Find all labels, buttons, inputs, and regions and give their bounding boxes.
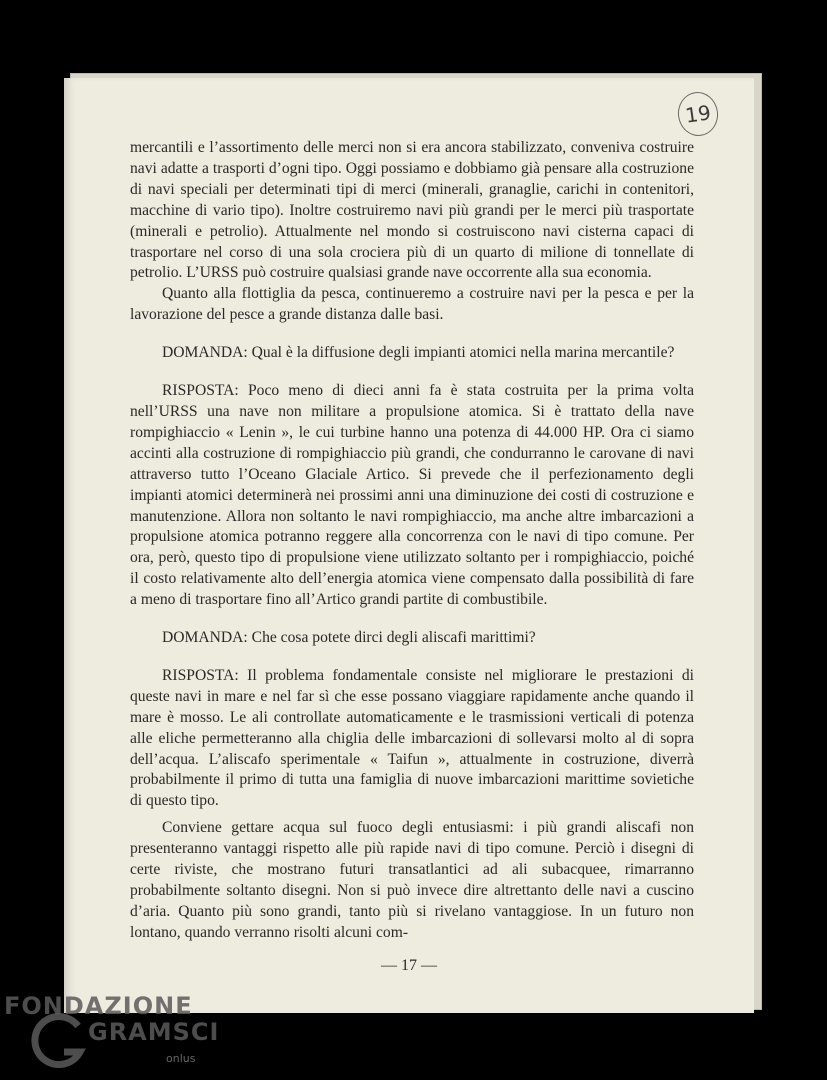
- paragraph: mercantili e l’assortimento delle merci non si era ancora stabilizzato, conveniva costruire navi adatte a trasporti d’ogni tipo. Oggi possiamo e dobbiamo già pensare alla costruzione di navi speciali per determinati tipi di merci (minerali, granaglie, carichi in contenitori, macchine di vario tipo). Inoltre costruiremo navi più grandi per le merci più trasportate (minerali e petrolio). Attualmente nel mondo si costruiscono navi cisterna capaci di trasportare nel corso di una sola crociera più di un quarto di milione di tonnellate di petrolio. L’URSS può costruire qualsiasi grande nave occorrente alla sua economia.: [130, 139, 694, 282]
- gramsci-logo-icon: [30, 1012, 90, 1072]
- watermark-line1: FONDAZIONE: [4, 992, 193, 1020]
- answer-paragraph: RISPOSTA: Il problema fondamentale consiste nel migliorare le prestazioni di queste navi in mare e nel far sì che esse possano viaggiare rapidamente anche quando il mare è mosso. Le ali controllate automaticamente e le trasmissioni verticali di potenza alle eliche permetteranno alla chiglia delle imbarcazioni di sollevarsi molto al di sopra dell’acqua. L’aliscafo sperimentale « Taifun », attualmente in costruzione, diverrà probabilmente il primo di tutta una famiglia di nuove imbarcazioni marittime sovietiche di questo tipo.: [130, 666, 694, 810]
- question-paragraph: DOMANDA: Che cosa potete dirci degli aliscafi marittimi?: [162, 629, 536, 647]
- answer-paragraph: RISPOSTA: Poco meno di dieci anni fa è stata costruita per la prima volta nell’URSS una nave non militare a propulsione atomica. Si è trattato della nave rompighiaccio « Lenin », le cui turbine hanno una potenza di 44.000 HP. Ora ci siamo accinti alla costruzione di rompighiaccio più grandi, che condurranno le carovane di navi attraverso tutto l’Oceano Glaciale Artico. Si prevede che il perfezionamento degli impianti atomici determinerà nei prossimi anni una diminuzione dei costi di costruzione e manutenzione. Allora non soltanto le navi rompighiaccio, ma anche altre imbarcazioni a propulsione atomica potranno reggere alla concorrenza con le navi di tipo comune. Per ora, però, questo tipo di propulsione viene utilizzato soltanto per i rompighiaccio, poiché il costo relativamente alto dell’energia atomica viene compensato dalla possibilità di fare a meno di trasportare fino all’Artico grandi partite di combustibile.: [130, 382, 694, 609]
- body-text: [130, 138, 694, 944]
- paragraph: Quanto alla flottiglia da pesca, continueremo a costruire navi per la pesca e per la lavorazione del pesce a grande distanza dalle basi.: [130, 285, 694, 324]
- handwritten-page-marker: 19: [675, 89, 721, 138]
- watermark-line3: onlus: [166, 1052, 196, 1065]
- paragraph: Conviene gettare acqua sul fuoco degli entusiasmi: i più grandi aliscafi non presenteranno vantaggi rispetto alle più rapide navi di tipo comune. Perciò i disegni di certe riviste, che mostrano futuri transatlantici ad ali subacquee, rimarranno probabilmente soltanto disegni. Non si può invece dire altrettanto delle navi a cuscino d’aria. Quanto più sono grandi, tanto più si rivelano vantaggiose. In un futuro non lontano, quando verranno risolti alcuni com-: [130, 819, 694, 941]
- page-number-footer: — 17 —: [381, 957, 437, 974]
- watermark: [0, 990, 230, 1080]
- question-paragraph: DOMANDA: Qual è la diffusione degli impianti atomici nella marina mercantile?: [162, 344, 675, 362]
- watermark-line2: GRAMSCI: [88, 1018, 220, 1046]
